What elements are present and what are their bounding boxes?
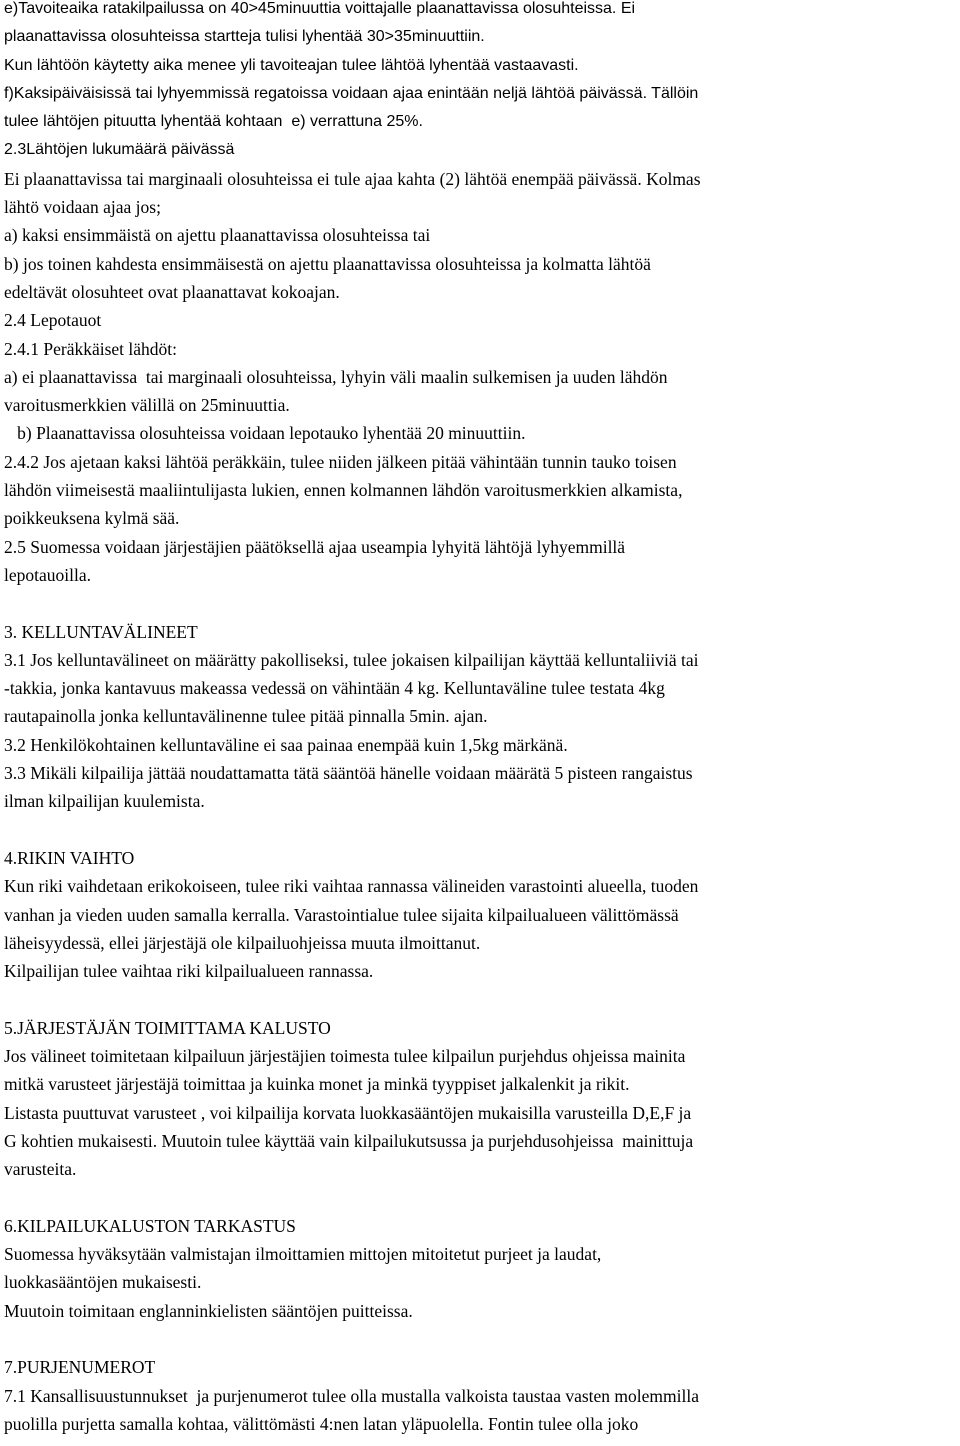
text-line: 7.PURJENUMEROT bbox=[4, 1357, 156, 1378]
text-line: 2.4.2 Jos ajetaan kaksi lähtöä peräkkäin, tulee niiden jälkeen pitää vähintään tunnin tauko toisen bbox=[4, 451, 677, 472]
text-line: 3.2 Henkilökohtainen kelluntaväline ei saa painaa enempää kuin 1,5kg märkänä. bbox=[4, 734, 568, 755]
text-line: puolilla purjetta samalla kohtaa, välittömästi 4:nen latan yläpuolella. Fontin tulee olla joko bbox=[4, 1413, 639, 1434]
text-line: 6.KILPAILUKALUSTON TARKASTUS bbox=[4, 1215, 296, 1236]
text-line: plaanattavissa olosuhteissa startteja tulisi lyhentää 30>35minuuttiin. bbox=[4, 28, 485, 46]
text-line: 2.4.1 Peräkkäiset lähdöt: bbox=[4, 338, 178, 359]
text-line: a) ei plaanattavissa tai marginaali olosuhteissa, lyhyin väli maalin sulkemisen ja uuden lähdön bbox=[4, 366, 668, 387]
text-line: edeltävät olosuhteet ovat plaanattavat kokoajan. bbox=[4, 281, 340, 302]
text-line: Kun lähtöön käytetty aika menee yli tavoiteajan tulee lähtöä lyhentää vastaavasti. bbox=[4, 56, 579, 74]
text-line: varusteita. bbox=[4, 1159, 77, 1180]
blank-line bbox=[4, 1183, 960, 1211]
text-line: lepotauoilla. bbox=[4, 564, 91, 585]
blank-line bbox=[4, 589, 960, 617]
text-line: 5.JÄRJESTÄJÄN TOIMITTAMA KALUSTO bbox=[4, 1017, 331, 1038]
text-line: 4.RIKIN VAIHTO bbox=[4, 847, 135, 868]
text-line: lähdön viimeisestä maaliintulijasta lukien, ennen kolmannen lähdön varoitusmerkkien alkamista, bbox=[4, 480, 683, 501]
text-line: Jos välineet toimitetaan kilpailuun järjestäjien toimesta tulee kilpailun purjehdus ohjeissa mainita bbox=[4, 1045, 686, 1066]
text-line: Listasta puuttuvat varusteet , voi kilpailija korvata luokkasääntöjen mukaisilla varusteilla D,E,F ja bbox=[4, 1102, 692, 1123]
text-line: tulee lähtöjen pituutta lyhentää kohtaan e) verrattuna 25%. bbox=[4, 113, 423, 131]
blank-line bbox=[4, 1325, 960, 1353]
text-line: G kohtien mukaisesti. Muutoin tulee käyttää vain kilpailukutsussa ja purjehdusohjeissa mainittuja bbox=[4, 1130, 694, 1151]
text-line: -takkia, jonka kantavuus makeassa vedessä on vähintään 4 kg. Kelluntaväline tulee testata 4kg bbox=[4, 678, 665, 699]
text-line: 2.3Lähtöjen lukumäärä päivässä bbox=[4, 141, 235, 159]
text-line: varoitusmerkkien välillä on 25minuuttia. bbox=[4, 395, 290, 416]
text-line: a) kaksi ensimmäistä on ajettu plaanattavissa olosuhteissa tai bbox=[4, 225, 431, 246]
text-line: 2.4 Lepotauot bbox=[4, 310, 102, 331]
text-line: Kilpailijan tulee vaihtaa riki kilpailualueen rannassa. bbox=[4, 961, 374, 982]
text-line: mitkä varusteet järjestäjä toimittaa ja kuinka monet ja minkä tyyppiset jalkalenkit ja rikit. bbox=[4, 1074, 630, 1095]
text-line: luokkasääntöjen mukaisesti. bbox=[4, 1272, 202, 1293]
text-line: e)Tavoiteaika ratakilpailussa on 40>45minuuttia voittajalle plaanattavissa olosuhteissa. Ei bbox=[4, 0, 636, 17]
text-line: 3.1 Jos kelluntavälineet on määrätty pakolliseksi, tulee jokaisen kilpailijan käyttää kelluntaliiviä tai bbox=[4, 649, 699, 670]
text-line: 3.3 Mikäli kilpailija jättää noudattamatta tätä sääntöä hänelle voidaan määrätä 5 pisteen rangaistus bbox=[4, 763, 693, 784]
blank-line bbox=[4, 985, 960, 1013]
text-line: f)Kaksipäiväisissä tai lyhyemmissä regatoissa voidaan ajaa enintään neljä lähtöä päivässä. Tällöin bbox=[4, 84, 699, 102]
text-line: rautapainolla jonka kelluntavälinenne tulee pitää pinnalla 5min. ajan. bbox=[4, 706, 488, 727]
document-page bbox=[4, 0, 960, 1438]
text-line: ilman kilpailijan kuulemista. bbox=[4, 791, 205, 812]
text-line: b) jos toinen kahdesta ensimmäisestä on ajettu plaanattavissa olosuhteissa ja kolmatta lähtöä bbox=[4, 253, 651, 274]
text-line: Suomessa hyväksytään valmistajan ilmoittamien mittojen mitoitetut purjeet ja laudat, bbox=[4, 1244, 602, 1265]
text-line: poikkeuksena kylmä sää. bbox=[4, 508, 180, 529]
text-line: Ei plaanattavissa tai marginaali olosuhteissa ei tule ajaa kahta (2) lähtöä enempää päivässä. Kolmas bbox=[4, 168, 701, 189]
text-line: 2.5 Suomessa voidaan järjestäjien päätöksellä ajaa useampia lyhyitä lähtöjä lyhyemmillä bbox=[4, 536, 626, 557]
text-line: Kun riki vaihdetaan erikokoiseen, tulee riki vaihtaa rannassa välineiden varastointi alueella, tuoden bbox=[4, 876, 699, 897]
text-line: 7.1 Kansallisuustunnukset ja purjenumerot tulee olla mustalla valkoista taustaa vasten molemmilla bbox=[4, 1385, 699, 1406]
text-line: vanhan ja vieden uuden samalla kerralla. Varastointialue tulee sijaita kilpailualueen välittömässä bbox=[4, 904, 679, 925]
text-line: lähtö voidaan ajaa jos; bbox=[4, 197, 161, 218]
blank-line bbox=[4, 816, 960, 844]
text-line: 3. KELLUNTAVÄLINEET bbox=[4, 621, 198, 642]
text-line: b) Plaanattavissa olosuhteissa voidaan lepotauko lyhentää 20 minuuttiin. bbox=[4, 423, 526, 444]
text-line: Muutoin toimitaan englanninkielisten sääntöjen puitteissa. bbox=[4, 1300, 413, 1321]
text-line: läheisyydessä, ellei järjestäjä ole kilpailuohjeissa muuta ilmoittanut. bbox=[4, 932, 481, 953]
